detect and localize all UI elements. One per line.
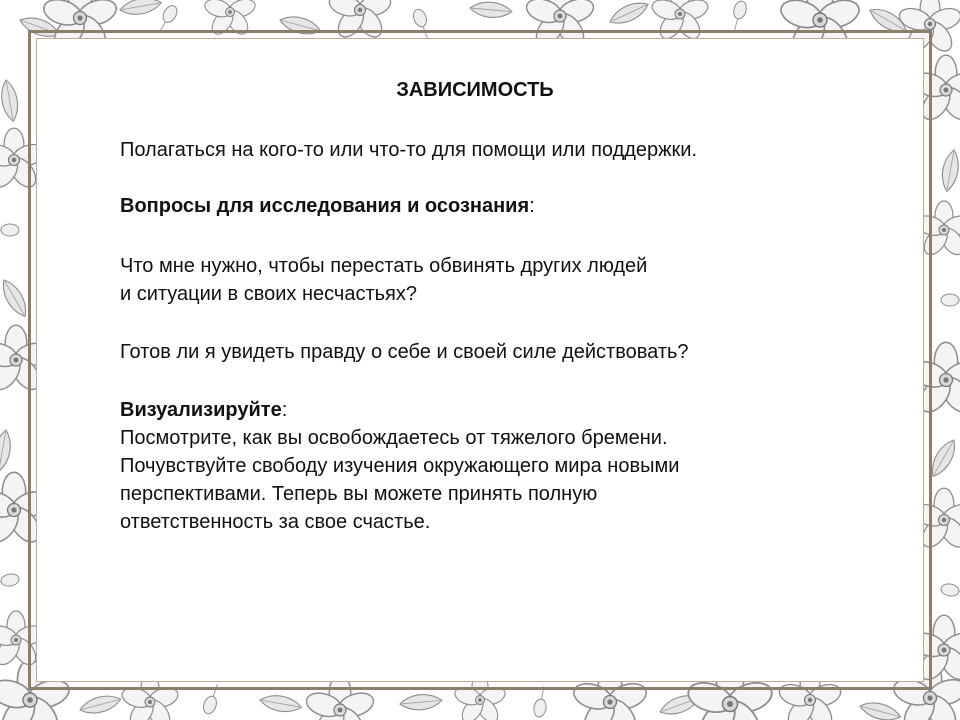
visualize-line-4: ответственность за свое счастье. bbox=[120, 511, 431, 533]
question-2: Готов ли я увидеть правду о себе и своей силе действовать? bbox=[120, 341, 689, 363]
visualize-heading: Визуализируйте bbox=[120, 399, 282, 421]
questions-heading-colon: : bbox=[529, 195, 535, 217]
definition-text: Полагаться на кого-то или что-то для помощи или поддержки. bbox=[120, 139, 698, 161]
visualize-line-3: перспективами. Теперь вы можете принять полную bbox=[120, 483, 598, 505]
questions-heading-line bbox=[120, 192, 535, 220]
question-1-line-2: и ситуации в своих несчастьях? bbox=[120, 283, 417, 305]
question-1-line-1: Что мне нужно, чтобы перестать обвинять других людей bbox=[120, 255, 648, 277]
slide-title: ЗАВИСИМОСТЬ bbox=[396, 79, 554, 101]
visualize-line-2: Почувствуйте свободу изучения окружающего мира новыми bbox=[120, 455, 680, 477]
slide-content bbox=[120, 0, 860, 720]
visualize-heading-colon: : bbox=[281, 399, 288, 421]
visualize-line-1: Посмотрите, как вы освобождаетесь от тяжелого бремени. bbox=[120, 427, 668, 449]
questions-heading: Вопросы для исследования и осознания bbox=[120, 195, 530, 217]
visualize-heading-line bbox=[120, 396, 287, 424]
